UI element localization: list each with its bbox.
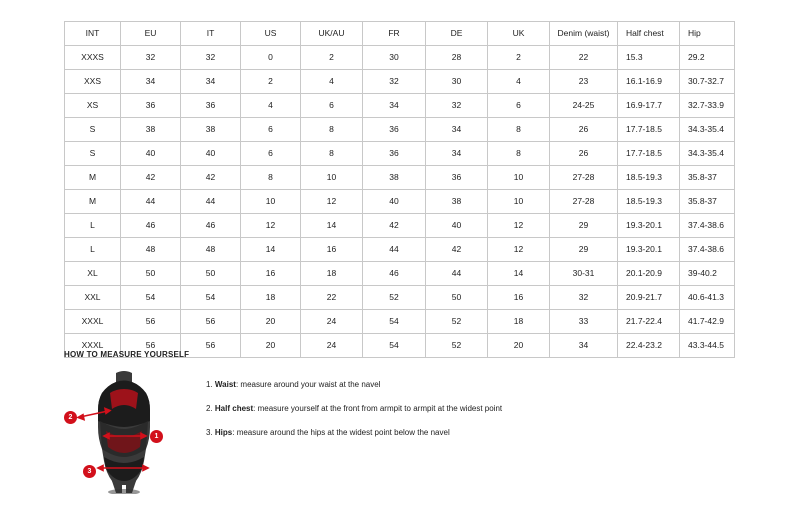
- cell-uk: 20: [488, 334, 550, 358]
- cell-int: M: [65, 166, 121, 190]
- table-row: [65, 46, 735, 70]
- column-header-denim-waist: Denim (waist): [550, 22, 618, 46]
- cell-denim-waist: 22: [550, 46, 618, 70]
- badge-waist: 1: [150, 430, 163, 443]
- cell-de: 34: [426, 118, 488, 142]
- cell-int: XXXS: [65, 46, 121, 70]
- cell-half-chest: 16.9-17.7: [618, 94, 680, 118]
- cell-denim-waist: 33: [550, 310, 618, 334]
- cell-uk-au: 2: [301, 46, 363, 70]
- cell-us: 12: [241, 214, 301, 238]
- cell-denim-waist: 32: [550, 286, 618, 310]
- table-row: [65, 70, 735, 94]
- cell-hip: 37.4-38.6: [680, 238, 735, 262]
- list-item: [206, 379, 502, 390]
- cell-uk: 18: [488, 310, 550, 334]
- cell-eu: 50: [121, 262, 181, 286]
- cell-fr: 52: [363, 286, 426, 310]
- badge-half-chest: 2: [64, 411, 77, 424]
- cell-eu: 36: [121, 94, 181, 118]
- measure-item-number: 1.: [206, 380, 213, 389]
- cell-int: XXXL: [65, 334, 121, 358]
- cell-uk: 10: [488, 166, 550, 190]
- cell-eu: 40: [121, 142, 181, 166]
- cell-uk-au: 22: [301, 286, 363, 310]
- cell-it: 34: [181, 70, 241, 94]
- how-to-measure-body: [64, 369, 744, 494]
- cell-de: 28: [426, 46, 488, 70]
- cell-int: XXS: [65, 70, 121, 94]
- cell-uk: 8: [488, 142, 550, 166]
- cell-us: 0: [241, 46, 301, 70]
- cell-it: 38: [181, 118, 241, 142]
- cell-eu: 56: [121, 334, 181, 358]
- column-header-fr: FR: [363, 22, 426, 46]
- cell-uk: 12: [488, 214, 550, 238]
- cell-half-chest: 18.5-19.3: [618, 166, 680, 190]
- cell-us: 20: [241, 310, 301, 334]
- cell-int: S: [65, 142, 121, 166]
- cell-int: L: [65, 214, 121, 238]
- cell-us: 4: [241, 94, 301, 118]
- size-table-container: [64, 21, 734, 358]
- cell-de: 52: [426, 310, 488, 334]
- cell-uk: 6: [488, 94, 550, 118]
- cell-eu: 42: [121, 166, 181, 190]
- cell-de: 50: [426, 286, 488, 310]
- column-header-uk: UK: [488, 22, 550, 46]
- cell-uk: 12: [488, 238, 550, 262]
- cell-hip: 35.8-37: [680, 190, 735, 214]
- cell-fr: 46: [363, 262, 426, 286]
- cell-hip: 32.7-33.9: [680, 94, 735, 118]
- measure-item-term: Waist: [214, 380, 236, 389]
- cell-half-chest: 21.7-22.4: [618, 310, 680, 334]
- cell-de: 38: [426, 190, 488, 214]
- cell-it: 44: [181, 190, 241, 214]
- column-header-int: INT: [65, 22, 121, 46]
- cell-half-chest: 17.7-18.5: [618, 142, 680, 166]
- cell-it: 42: [181, 166, 241, 190]
- cell-eu: 48: [121, 238, 181, 262]
- cell-int: XS: [65, 94, 121, 118]
- cell-us: 18: [241, 286, 301, 310]
- cell-half-chest: 15.3: [618, 46, 680, 70]
- cell-eu: 46: [121, 214, 181, 238]
- cell-denim-waist: 27-28: [550, 166, 618, 190]
- how-to-measure-section: [64, 350, 744, 494]
- mannequin-illustration: [64, 369, 184, 494]
- cell-uk-au: 4: [301, 70, 363, 94]
- table-row: [65, 286, 735, 310]
- cell-fr: 38: [363, 166, 426, 190]
- cell-eu: 34: [121, 70, 181, 94]
- cell-hip: 37.4-38.6: [680, 214, 735, 238]
- column-header-us: US: [241, 22, 301, 46]
- cell-int: L: [65, 238, 121, 262]
- cell-hip: 30.7-32.7: [680, 70, 735, 94]
- cell-fr: 34: [363, 94, 426, 118]
- table-row: [65, 214, 735, 238]
- measure-item-number: 2.: [206, 404, 213, 414]
- cell-it: 46: [181, 214, 241, 238]
- cell-denim-waist: 30-31: [550, 262, 618, 286]
- cell-uk: 2: [488, 46, 550, 70]
- cell-eu: 56: [121, 310, 181, 334]
- cell-it: 54: [181, 286, 241, 310]
- column-header-uk-au: UK/AU: [301, 22, 363, 46]
- table-row: [65, 190, 735, 214]
- size-table-body: [65, 46, 735, 358]
- measure-item-term: Half chest: [214, 404, 254, 414]
- table-row: [65, 166, 735, 190]
- measure-instructions-list: [206, 369, 502, 452]
- cell-it: 32: [181, 46, 241, 70]
- table-row: [65, 238, 735, 262]
- cell-denim-waist: 24-25: [550, 94, 618, 118]
- cell-denim-waist: 26: [550, 118, 618, 142]
- cell-uk-au: 24: [301, 334, 363, 358]
- cell-de: 30: [426, 70, 488, 94]
- cell-de: 40: [426, 214, 488, 238]
- cell-us: 10: [241, 190, 301, 214]
- cell-it: 56: [181, 310, 241, 334]
- table-row: [65, 118, 735, 142]
- cell-eu: 38: [121, 118, 181, 142]
- cell-half-chest: 22.4-23.2: [618, 334, 680, 358]
- cell-hip: 34.3-35.4: [680, 118, 735, 142]
- cell-half-chest: 19.3-20.1: [618, 238, 680, 262]
- cell-half-chest: 16.1-16.9: [618, 70, 680, 94]
- cell-de: 36: [426, 166, 488, 190]
- table-row: [65, 310, 735, 334]
- list-item: [206, 427, 502, 438]
- cell-denim-waist: 29: [550, 238, 618, 262]
- cell-hip: 43.3-44.5: [680, 334, 735, 358]
- table-row: [65, 262, 735, 286]
- cell-us: 8: [241, 166, 301, 190]
- cell-fr: 30: [363, 46, 426, 70]
- cell-hip: 39-40.2: [680, 262, 735, 286]
- cell-hip: 41.7-42.9: [680, 310, 735, 334]
- cell-fr: 54: [363, 334, 426, 358]
- cell-uk-au: 8: [301, 118, 363, 142]
- cell-uk-au: 6: [301, 94, 363, 118]
- cell-half-chest: 17.7-18.5: [618, 118, 680, 142]
- cell-eu: 32: [121, 46, 181, 70]
- cell-int: S: [65, 118, 121, 142]
- cell-int: XL: [65, 262, 121, 286]
- cell-de: 44: [426, 262, 488, 286]
- measure-item-text: : measure around the hips at the widest point below the navel: [232, 428, 450, 438]
- cell-us: 2: [241, 70, 301, 94]
- cell-half-chest: 18.5-19.3: [618, 190, 680, 214]
- column-header-de: DE: [426, 22, 488, 46]
- cell-de: 32: [426, 94, 488, 118]
- cell-fr: 42: [363, 214, 426, 238]
- cell-eu: 54: [121, 286, 181, 310]
- cell-uk-au: 12: [301, 190, 363, 214]
- size-table: [64, 21, 735, 358]
- cell-uk-au: 8: [301, 142, 363, 166]
- cell-uk-au: 18: [301, 262, 363, 286]
- badge-hips: 3: [83, 465, 96, 478]
- column-header-hip: Hip: [680, 22, 735, 46]
- cell-int: XXXL: [65, 310, 121, 334]
- cell-eu: 44: [121, 190, 181, 214]
- cell-half-chest: 20.1-20.9: [618, 262, 680, 286]
- cell-fr: 44: [363, 238, 426, 262]
- cell-denim-waist: 29: [550, 214, 618, 238]
- table-row: [65, 94, 735, 118]
- cell-int: M: [65, 190, 121, 214]
- cell-us: 6: [241, 142, 301, 166]
- cell-us: 14: [241, 238, 301, 262]
- cell-uk: 4: [488, 70, 550, 94]
- cell-int: XXL: [65, 286, 121, 310]
- cell-us: 16: [241, 262, 301, 286]
- cell-it: 36: [181, 94, 241, 118]
- cell-uk-au: 10: [301, 166, 363, 190]
- size-table-head: [65, 22, 735, 46]
- measure-item-number: 3.: [206, 428, 213, 438]
- table-header-row: [65, 22, 735, 46]
- cell-uk-au: 14: [301, 214, 363, 238]
- measure-item-term: Hips: [214, 428, 233, 438]
- cell-denim-waist: 26: [550, 142, 618, 166]
- cell-half-chest: 19.3-20.1: [618, 214, 680, 238]
- cell-hip: 34.3-35.4: [680, 142, 735, 166]
- cell-uk-au: 24: [301, 310, 363, 334]
- cell-it: 40: [181, 142, 241, 166]
- cell-us: 6: [241, 118, 301, 142]
- cell-half-chest: 20.9-21.7: [618, 286, 680, 310]
- how-to-measure-title: HOW TO MEASURE YOURSELF: [64, 350, 190, 359]
- cell-fr: 40: [363, 190, 426, 214]
- cell-fr: 32: [363, 70, 426, 94]
- cell-uk: 14: [488, 262, 550, 286]
- cell-uk-au: 16: [301, 238, 363, 262]
- cell-fr: 36: [363, 118, 426, 142]
- cell-fr: 36: [363, 142, 426, 166]
- mannequin-figure: [64, 369, 184, 494]
- table-row: [65, 142, 735, 166]
- cell-hip: 40.6-41.3: [680, 286, 735, 310]
- cell-it: 48: [181, 238, 241, 262]
- cell-hip: 35.8-37: [680, 166, 735, 190]
- column-header-eu: EU: [121, 22, 181, 46]
- list-item: [206, 403, 502, 414]
- column-header-it: IT: [181, 22, 241, 46]
- cell-denim-waist: 34: [550, 334, 618, 358]
- cell-uk: 8: [488, 118, 550, 142]
- column-header-half-chest: Half chest: [618, 22, 680, 46]
- cell-hip: 29.2: [680, 46, 735, 70]
- measure-item-text: : measure around your waist at the navel: [235, 380, 381, 389]
- cell-it: 50: [181, 262, 241, 286]
- cell-denim-waist: 23: [550, 70, 618, 94]
- cell-de: 52: [426, 334, 488, 358]
- cell-fr: 54: [363, 310, 426, 334]
- cell-de: 42: [426, 238, 488, 262]
- cell-us: 20: [241, 334, 301, 358]
- cell-uk: 16: [488, 286, 550, 310]
- cell-it: 56: [181, 334, 241, 358]
- cell-uk: 10: [488, 190, 550, 214]
- cell-de: 34: [426, 142, 488, 166]
- cell-denim-waist: 27-28: [550, 190, 618, 214]
- measure-item-text: : measure yourself at the front from armpit to armpit at the widest point: [253, 404, 503, 414]
